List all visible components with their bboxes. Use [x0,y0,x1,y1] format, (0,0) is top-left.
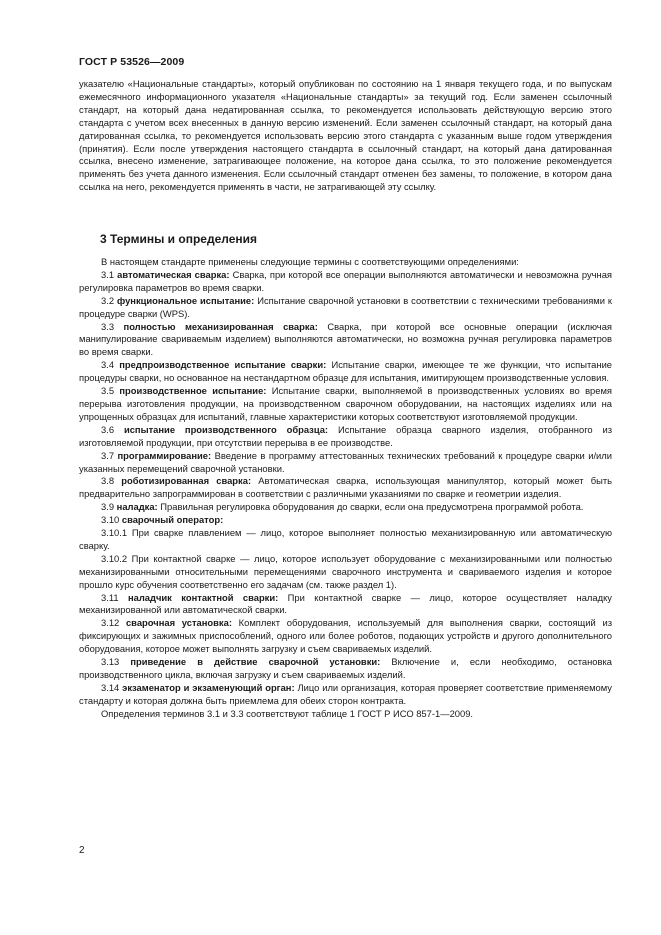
term-number: 3.10.1 [101,527,128,539]
term-definition: Лицо или организация, которая проверяет соответствие применяемому стандарту и которая должна быть приемлема для обеих сторон контракта. [79,681,612,706]
terms-list [79,256,612,721]
term-number: 3.10 [101,514,120,526]
section-title: 3 Термины и определения [100,232,258,246]
term-definition: Испытание образца сварного изделия, отобранного из изготовляемой продукции, при отсутствии перерыва в ее производстве. [79,423,613,448]
term-number: 3.6 [101,423,115,435]
term-number: 3.11 [101,591,119,603]
term-definition: Испытание сварки, выполняемой в производственных условиях во время перерыва изготовления продукции, на производственном сварочном оборудовании, на настоящих изделиях или на упрощенных образцах для испытаний, главные характеристики которых соответствуют изготовляемой продукции. [79,385,613,422]
term-number: 3.3 [101,320,115,332]
term-definition: Введение в программу аттестованных технических требований к процедуре сварки и/или указанных перемещений сварочной установки. [79,449,612,474]
term-name: функциональное испытание: [117,294,255,306]
term-number: 3.5 [101,385,115,397]
term-item [79,295,612,321]
term-name: предпроизводственное испытание сварки: [119,359,327,371]
document-header: ГОСТ Р 53526—2009 [79,56,185,68]
term-item [79,682,612,708]
term-number: 3.8 [101,475,115,487]
term-name: наладчик контактной сварки: [127,591,279,603]
term-item [79,656,612,682]
term-number: 3.13 [101,656,120,668]
term-name: испытание производственного образца: [123,423,329,435]
term-name: приведение в действие сварочной установки: [130,656,381,668]
term-definition: Сварка, при которой все основные операции (исключая манипулирование свариваемым изделием) выполняются автоматически, но возможна ручная регулировка параметров во время сварки. [79,320,612,358]
term-definition: Автоматическая сварка, использующая манипулятор, который может быть предварительно запрограммирован в соответствии с различными указаниями по сварке и геометрии изделия. [79,475,612,500]
term-definition: Испытание сварочной установки в соответствии с техническими требованиями к процедуре сварки (WPS). [79,294,613,319]
term-item [79,475,612,501]
term-name: автоматическая сварка: [117,268,230,280]
term-item [79,385,612,424]
term-definition: Правильная регулировка оборудования до сварки, если она предусмотрена программой робота. [160,501,584,513]
closing-note: Определения терминов 3.1 и 3.3 соответствуют таблице 1 ГОСТ Р ИСО 857-1—2009. [101,707,474,719]
term-item [79,424,612,450]
term-name: наладка: [116,501,158,513]
term-item [79,617,612,656]
term-item [79,269,612,295]
page-number: 2 [79,845,85,856]
term-number: 3.1 [101,268,115,280]
term-item [79,450,612,476]
term-number: 3.12 [101,617,120,629]
intro-text: указателю «Национальные стандарты», который опубликован по состоянию на 1 января текущего года, и по выпускам ежемесячного информационного указателя «Национальные стандарты» за текущий год. Если заменен ссылочный стандарт, на который дана недатированная ссылка, то рекомендуется использовать действующую версию этого стандарта с учетом всех внесенных в данную версию изменений. Если заменен ссылочный стандарт, на который дана датированная ссылка, то рекомендуется использовать версию этого стандарта с указанным выше годом утверждения (принятия). Если после утверждения настоящего стандарта в ссылочный стандарт, на который дана датированная ссылка, внесено изменение, затрагивающее положение, на которое дана ссылка, то это положение рекомендуется применять без учета данного изменения. Если ссылочный стандарт отменен без замены, то положение, в котором дана ссылка на него, рекомендуется применять в части, не затрагивающей эту ссылку. [79,78,612,193]
term-name: производственное испытание: [119,385,267,397]
term-name: роботизированная сварка: [121,475,252,487]
term-item [79,359,612,385]
term-definition: При контактной сварке — лицо, которое использует оборудование с механизированными или полностью механизированными относительными перемещениями сварочного инструмента и свариваемого изделия и которое прошло курс обучения соответственно его задачам (см. также раздел 1). [79,552,612,590]
term-definition: При контактной сварке — лицо, которое осуществляет наладку механизированной или автоматической сварки. [79,591,612,616]
term-name: полностью механизированная сварка: [123,320,318,332]
term-item [79,501,612,514]
term-definition: Сварка, при которой все операции выполняются автоматически и невозможна ручная регулировка параметров во время сварки. [79,268,612,293]
term-name: сварочный оператор: [121,514,224,526]
term-item [79,321,612,360]
term-definition: Комплект оборудования, используемый для выполнения сварки, состоящий из фиксирующих и зажимных приспособлений, одного или более роботов, подающих устройств и другого дополнительного оборудования, которое может выполнять загрузку и съем свариваемых изделий. [79,617,612,655]
term-definition: Испытание сварки, имеющее те же функции, что испытание процедуры сварки, но основанное на нестандартном образце для испытания, имитирующем производственные условия. [79,359,613,384]
term-item [79,514,612,527]
term-definition: При сварке плавлением — лицо, которое выполняет полностью механизированную или автоматическую сварку. [79,527,612,551]
term-item [79,592,612,618]
term-number: 3.7 [101,449,115,461]
term-item [79,553,612,592]
intro-paragraph [79,78,612,194]
term-name: программирование: [117,449,212,461]
term-number: 3.4 [101,359,115,371]
term-item [79,527,612,553]
term-number: 3.14 [101,681,120,693]
lead-text: В настоящем стандарте применены следующие термины с соответствующими определениями: [101,256,519,267]
term-name: сварочная установка: [125,617,232,629]
term-number: 3.9 [101,501,115,513]
term-number: 3.2 [101,294,115,306]
term-name: экзаменатор и экзаменующий орган: [122,681,295,693]
term-definition: Включение и, если необходимо, остановка производственного цикла, включая загрузку и съем свариваемых изделий. [79,656,612,680]
term-number: 3.10.2 [101,552,128,564]
